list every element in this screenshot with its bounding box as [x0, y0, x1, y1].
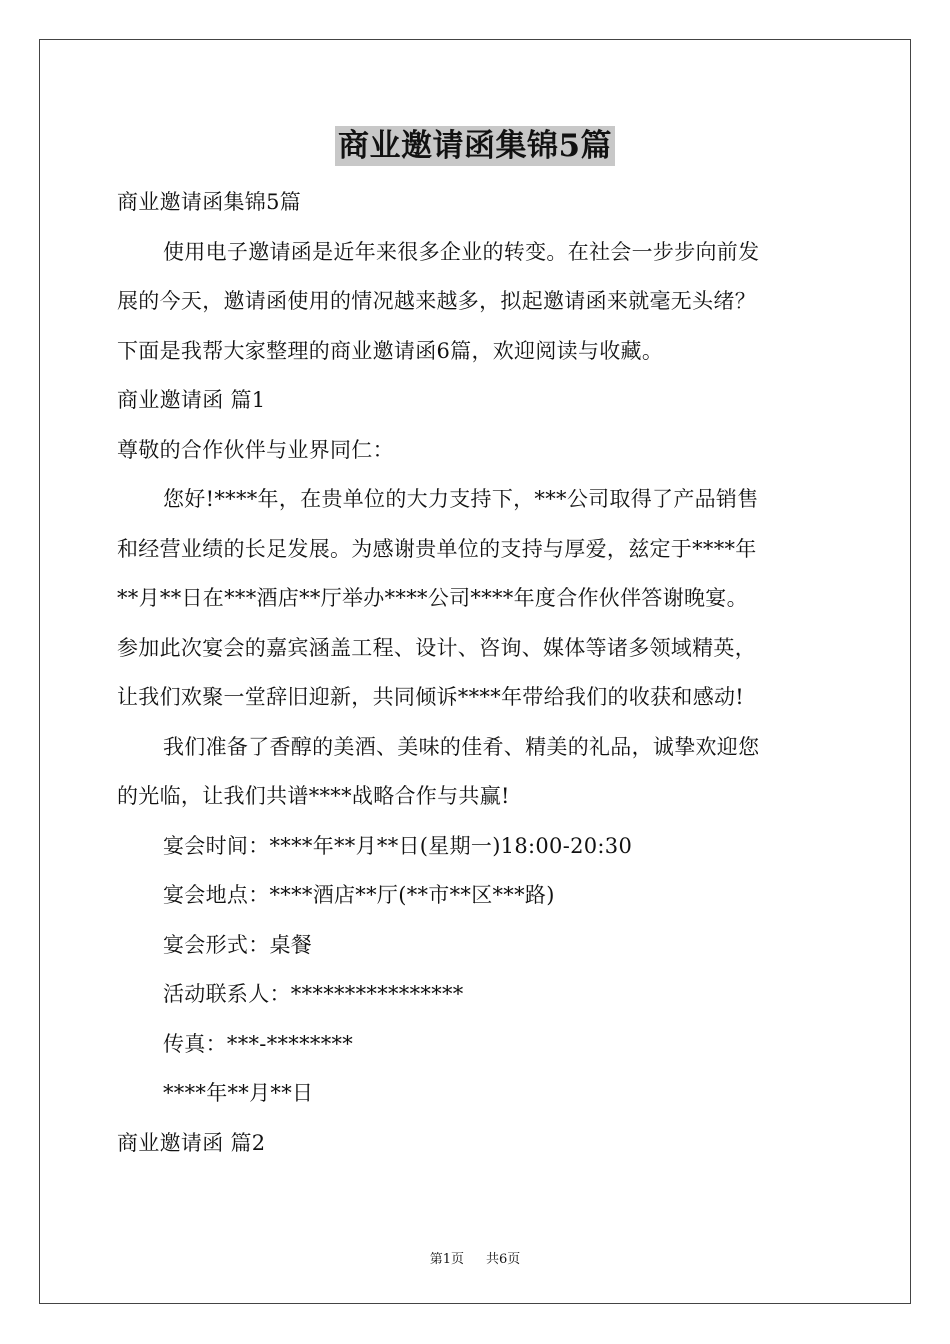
- text-line: 商业邀请函 篇2: [117, 1130, 266, 1155]
- text-line: 我们准备了香醇的美酒、美味的佳肴、精美的礼品，诚挚欢迎您: [163, 734, 760, 759]
- text-line: 展的今天，邀请函使用的情况越来越多，拟起邀请函来就毫无头绪？: [117, 289, 756, 313]
- text-line: 商业邀请函 篇1: [117, 388, 266, 412]
- text-line: 下面是我帮大家整理的商业邀请函6篇，欢迎阅读与收藏。: [117, 338, 664, 363]
- page-footer: [0, 1248, 950, 1267]
- text-line: 传真：***-********: [163, 1031, 354, 1056]
- text-line: 使用电子邀请函是近年来很多企业的转变。在社会一步步向前发: [163, 239, 760, 264]
- text-line: 参加此次宴会的嘉宾涵盖工程、设计、咨询、媒体等诸多领域精英，: [117, 635, 756, 660]
- title-container: [0, 126, 950, 166]
- document-title: 商业邀请函集锦5篇: [335, 126, 615, 166]
- page-number: 第1页: [429, 1252, 464, 1267]
- text-line: 活动联系人：****************: [163, 982, 464, 1006]
- text-line: 宴会形式：桌餐: [163, 932, 313, 957]
- text-line: ****年**月**日: [163, 1081, 314, 1105]
- page-total: 共6页: [486, 1252, 521, 1267]
- text-line: 商业邀请函集锦5篇: [117, 190, 302, 214]
- text-line: 让我们欢聚一堂辞旧迎新，共同倾诉****年带给我们的收获和感动!: [117, 685, 745, 709]
- text-line: **月**日在***酒店**厅举办****公司****年度合作伙伴答谢晚宴。: [117, 586, 748, 610]
- text-line: 和经营业绩的长足发展。为感谢贵单位的支持与厚爱，兹定于****年: [117, 536, 757, 561]
- text-line: 宴会时间：****年**月**日(星期一)18:00-20:30: [163, 833, 633, 858]
- text-line: 的光临，让我们共谱****战略合作与共赢!: [117, 784, 510, 808]
- text-line: 您好!****年，在贵单位的大力支持下，***公司取得了产品销售: [163, 487, 759, 511]
- text-line: 宴会地点：****酒店**厅(**市**区***路): [163, 883, 555, 907]
- text-line: 尊敬的合作伙伴与业界同仁：: [117, 437, 394, 462]
- document-body: [117, 178, 837, 1168]
